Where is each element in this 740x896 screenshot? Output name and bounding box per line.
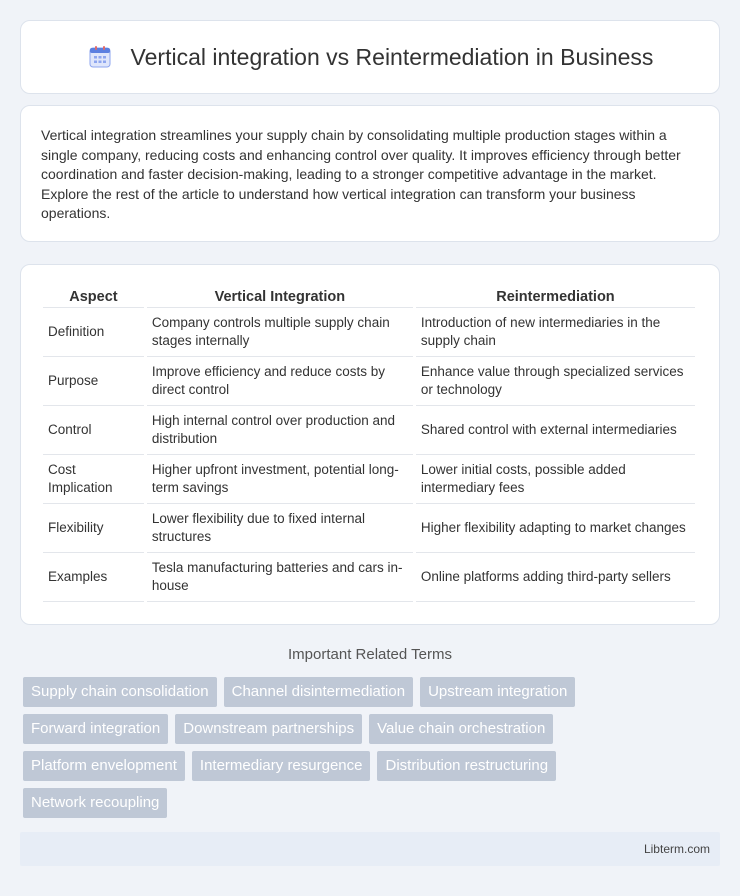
row-reintermediation: Online platforms adding third-party sellers bbox=[416, 553, 695, 602]
related-terms-list bbox=[23, 677, 723, 825]
comparison-table bbox=[40, 287, 698, 602]
table-row bbox=[43, 308, 695, 357]
row-reintermediation: Introduction of new intermediaries in the supply chain bbox=[416, 308, 695, 357]
row-vertical-integration: High internal control over production and distribution bbox=[147, 406, 413, 455]
row-aspect: Definition bbox=[43, 308, 144, 357]
table-row bbox=[43, 455, 695, 504]
related-term-tag[interactable]: Forward integration bbox=[23, 714, 168, 744]
footer-site-link[interactable]: Libterm.com bbox=[643, 842, 710, 856]
row-aspect: Control bbox=[43, 406, 144, 455]
tag-row bbox=[23, 788, 723, 818]
title-card bbox=[20, 20, 720, 94]
tag-row bbox=[23, 677, 723, 707]
row-aspect: Cost Implication bbox=[43, 455, 144, 504]
header-vertical-integration: Vertical Integration bbox=[147, 287, 413, 308]
row-aspect: Purpose bbox=[43, 357, 144, 406]
calendar-icon bbox=[87, 44, 113, 70]
footer bbox=[20, 832, 720, 866]
row-reintermediation: Enhance value through specialized services or technology bbox=[416, 357, 695, 406]
table-row bbox=[43, 406, 695, 455]
table-header-row bbox=[43, 287, 695, 308]
table-row bbox=[43, 357, 695, 406]
intro-card bbox=[20, 105, 720, 242]
related-term-tag[interactable]: Platform envelopment bbox=[23, 751, 185, 781]
row-vertical-integration: Tesla manufacturing batteries and cars in-house bbox=[147, 553, 413, 602]
related-term-tag[interactable]: Intermediary resurgence bbox=[192, 751, 371, 781]
row-vertical-integration: Lower flexibility due to fixed internal structures bbox=[147, 504, 413, 553]
comparison-card bbox=[20, 264, 720, 625]
tag-row bbox=[23, 751, 723, 781]
related-term-tag[interactable]: Downstream partnerships bbox=[175, 714, 362, 744]
row-reintermediation: Shared control with external intermediaries bbox=[416, 406, 695, 455]
page-title: Vertical integration vs Reintermediation in Business bbox=[130, 43, 654, 70]
table-row bbox=[43, 553, 695, 602]
related-term-tag[interactable]: Value chain orchestration bbox=[369, 714, 553, 744]
related-term-tag[interactable]: Channel disintermediation bbox=[224, 677, 413, 707]
related-term-tag[interactable]: Upstream integration bbox=[420, 677, 575, 707]
related-term-tag[interactable]: Supply chain consolidation bbox=[23, 677, 217, 707]
tag-row bbox=[23, 714, 723, 744]
row-vertical-integration: Improve efficiency and reduce costs by direct control bbox=[147, 357, 413, 406]
related-term-tag[interactable]: Distribution restructuring bbox=[377, 751, 556, 781]
related-term-tag[interactable]: Network recoupling bbox=[23, 788, 167, 818]
header-aspect: Aspect bbox=[43, 287, 144, 308]
intro-text: Vertical integration streamlines your supply chain by consolidating multiple production stages within a single company, reducing costs and enhancing control over quality. It improves efficiency through better coordination and faster decision-making, leading to a stronger competitive advantage in the market. Explore the rest of the article to understand how vertical integration can transform your business operations. bbox=[41, 127, 681, 221]
row-vertical-integration: Higher upfront investment, potential long-term savings bbox=[147, 455, 413, 504]
row-aspect: Examples bbox=[43, 553, 144, 602]
table-row bbox=[43, 504, 695, 553]
row-aspect: Flexibility bbox=[43, 504, 144, 553]
related-terms-title: Important Related Terms bbox=[288, 646, 452, 663]
header-reintermediation: Reintermediation bbox=[416, 287, 695, 308]
row-reintermediation: Lower initial costs, possible added intermediary fees bbox=[416, 455, 695, 504]
row-reintermediation: Higher flexibility adapting to market changes bbox=[416, 504, 695, 553]
row-vertical-integration: Company controls multiple supply chain stages internally bbox=[147, 308, 413, 357]
